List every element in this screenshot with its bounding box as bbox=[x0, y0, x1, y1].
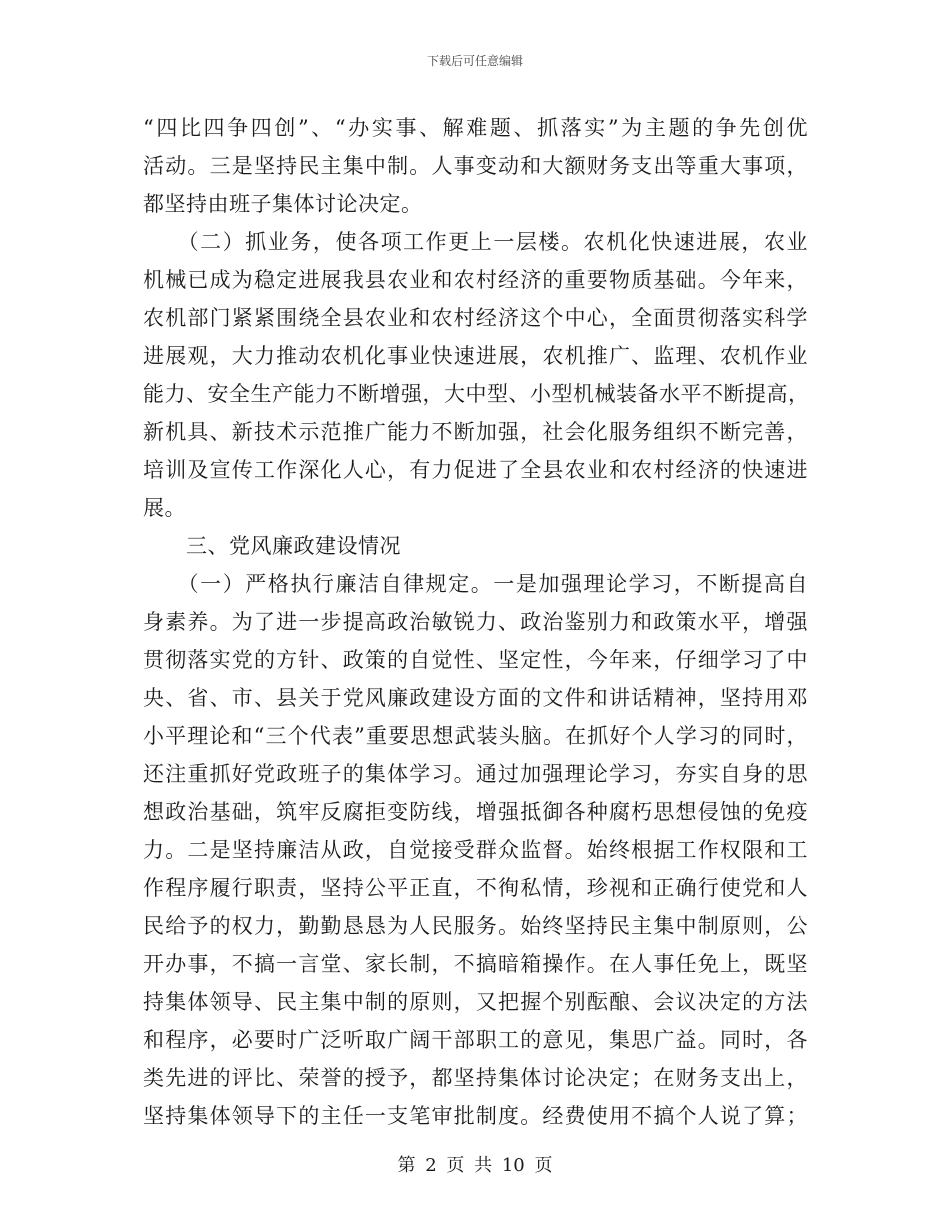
text-line: 还注重抓好党政班子的集体学习。通过加强理论学习，夯实自身的思 bbox=[143, 762, 808, 786]
section-heading: 三、党风廉政建设情况 bbox=[143, 534, 401, 558]
text-line: 和程序，必要时广泛听取广阔干部职工的意见，集思广益。同时，各 bbox=[143, 1028, 808, 1052]
text-line: 央、省、市、县关于党风廉政建设方面的文件和讲话精神，坚持用邓 bbox=[143, 686, 808, 710]
text-line: “四比四争四创”、“办实事、解难题、抓落实”为主题的争先创优 bbox=[143, 116, 808, 140]
text-line: 新机具、新技术示范推广能力不断加强，社会化服务组织不断完善， bbox=[143, 420, 808, 444]
text-line: （一）严格执行廉洁自律规定。一是加强理论学习，不断提高自 bbox=[143, 572, 808, 596]
text-line: 作程序履行职责，坚持公平正直，不徇私情，珍视和正确行使党和人 bbox=[143, 876, 808, 900]
text-line: 农机部门紧紧围绕全县农业和农村经济这个中心，全面贯彻落实科学 bbox=[143, 306, 808, 330]
text-line: 小平理论和“三个代表”重要思想武装头脑。在抓好个人学习的同时， bbox=[143, 724, 808, 748]
text-line: 都坚持由班子集体讨论决定。 bbox=[143, 192, 423, 216]
text-line: 持集体领导、民主集中制的原则，又把握个别酝酿、会议决定的方法 bbox=[143, 990, 808, 1014]
page-header-note: 下载后可任意编辑 bbox=[426, 54, 523, 68]
text-line: 类先进的评比、荣誉的授予，都坚持集体讨论决定；在财务支出上， bbox=[143, 1066, 808, 1090]
text-line: 身素养。为了进一步提高政治敏锐力、政治鉴别力和政策水平，增强 bbox=[143, 610, 808, 634]
text-line: 展。 bbox=[143, 496, 186, 520]
text-line: 开办事，不搞一言堂、家长制，不搞暗箱操作。在人事任免上，既坚 bbox=[143, 952, 808, 976]
text-line: 进展观，大力推动农机化事业快速进展，农机推广、监理、农机作业 bbox=[143, 344, 808, 368]
text-line: 想政治基础，筑牢反腐拒变防线，增强抵御各种腐朽思想侵蚀的免疫 bbox=[143, 800, 808, 824]
text-line: 坚持集体领导下的主任一支笔审批制度。经费使用不搞个人说了算； bbox=[143, 1104, 808, 1128]
text-line: （二）抓业务，使各项工作更上一层楼。农机化快速进展，农业 bbox=[143, 230, 808, 254]
text-line: 贯彻落实党的方针、政策的自觉性、坚定性，今年来，仔细学习了中 bbox=[143, 648, 808, 672]
page-number: 第 2 页 共 10 页 bbox=[397, 1155, 553, 1176]
text-line: 活动。三是坚持民主集中制。人事变动和大额财务支出等重大事项， bbox=[143, 154, 808, 178]
text-line: 能力、安全生产能力不断增强，大中型、小型机械装备水平不断提高， bbox=[143, 382, 810, 406]
text-line: 机械已成为稳定进展我县农业和农村经济的重要物质基础。今年来， bbox=[143, 268, 808, 292]
text-line: 培训及宣传工作深化人心，有力促进了全县农业和农村经济的快速进 bbox=[143, 458, 808, 482]
text-line: 民给予的权力，勤勤恳恳为人民服务。始终坚持民主集中制原则，公 bbox=[143, 914, 808, 938]
document-body bbox=[143, 109, 808, 1135]
text-line: 力。二是坚持廉洁从政，自觉接受群众监督。始终根据工作权限和工 bbox=[143, 838, 808, 862]
